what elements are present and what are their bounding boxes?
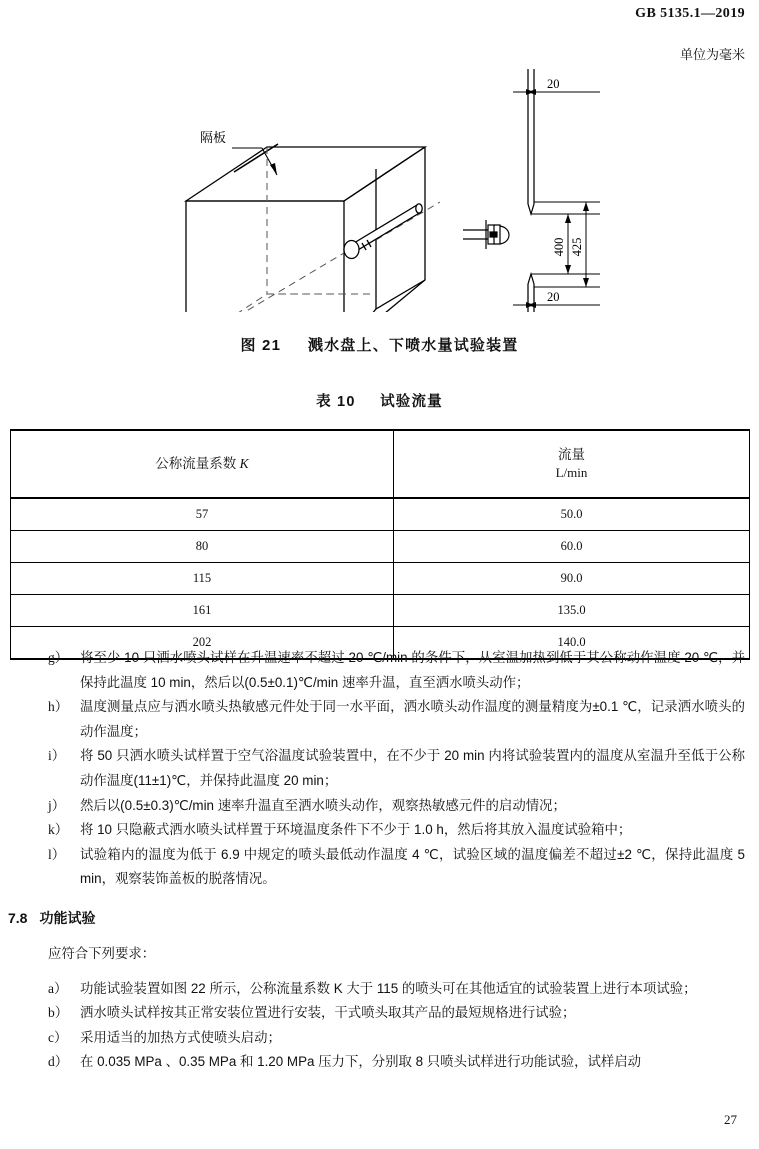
- table-test-flow: [10, 429, 750, 660]
- list-item-g: [0, 646, 745, 695]
- lower-dim-arrow-left: [526, 302, 534, 308]
- pipe-far-end: [416, 204, 422, 213]
- figure-caption-number: 图 21: [240, 337, 282, 354]
- figure-21-apparatus: [0, 62, 759, 312]
- cell-k: 202: [11, 627, 394, 660]
- list-marker-a: a）: [48, 980, 68, 996]
- cell-flow: 60.0: [394, 531, 750, 563]
- cell-k: 57: [11, 498, 394, 531]
- table-row: [11, 595, 750, 627]
- list-marker-c: c）: [48, 1029, 68, 1045]
- dim-425-label: 425: [570, 237, 584, 257]
- table-row: [11, 498, 750, 531]
- standard-number: GB 5135.1—2019: [635, 6, 745, 21]
- table-row: [11, 563, 750, 595]
- list-item-i: [0, 744, 745, 793]
- cell-flow: 135.0: [394, 595, 750, 627]
- pipe-end-cap: [344, 241, 359, 259]
- section-number: 7.8: [8, 909, 28, 926]
- figure-21-drawing: [0, 62, 759, 312]
- list-text-a: 功能试验装置如图 22 所示，公称流量系数 K 大于 115 的喷头可在其他适宜的试验装置上进行本项试验；: [80, 980, 697, 996]
- page-number: 27: [724, 1112, 737, 1127]
- hidden-diagonal-floor: [186, 253, 344, 312]
- table-header-row: [11, 430, 750, 498]
- list-text-d: 在 0.035 MPa 、0.35 MPa 和 1.20 MPa 压力下，分别取 8 只喷头试样进行功能试验，试样启动: [80, 1054, 642, 1070]
- sprinkler-core: [490, 232, 497, 237]
- cell-k: 161: [11, 595, 394, 627]
- list-marker-b: b）: [48, 1005, 69, 1021]
- list-item-b: [0, 1001, 745, 1026]
- table-caption-text: 试验流量: [380, 394, 443, 410]
- list-item-a: [0, 977, 745, 1002]
- dim425-arrow-bottom: [583, 278, 589, 287]
- baffle-label: 隔板: [199, 130, 226, 145]
- cell-flow: 90.0: [394, 563, 750, 595]
- list-item-l: [0, 843, 745, 892]
- cell-flow: 50.0: [394, 498, 750, 531]
- table-body: [11, 498, 750, 659]
- lower-plate-tip: [528, 274, 534, 284]
- header-nominal-k-text: 公称流量系数: [155, 456, 240, 472]
- list-marker-d: d）: [48, 1054, 69, 1070]
- list-item-c: [0, 1026, 745, 1051]
- header-flow-unit: L/min: [555, 465, 588, 481]
- list-marker-j: j）: [48, 797, 66, 813]
- section-intro: 应符合下列要求：: [48, 945, 156, 961]
- hidden-edge-bottom: [186, 294, 344, 312]
- upper-dim-arrow-left: [526, 89, 534, 95]
- box-top-face: [186, 147, 425, 201]
- baffle-leader-arrow: [270, 163, 277, 175]
- list-marker-g: g）: [48, 650, 69, 665]
- units-note: 单位为毫米: [679, 47, 745, 62]
- list-text-l: 试验箱内的温度为低于 6.9 中规定的喷头最低动作温度 4 ℃，试验区域的温度偏差不超过±2 ℃，保持此温度 5 min，观察装饰盖板的脱落情况。: [80, 846, 745, 887]
- header-nominal-k: [11, 430, 394, 498]
- cell-k: 115: [11, 563, 394, 595]
- table-caption-number: 表 10: [316, 394, 356, 410]
- list-marker-l: l）: [48, 846, 66, 862]
- section-title: 功能试验: [39, 909, 96, 926]
- dim400-arrow-bottom: [565, 265, 571, 274]
- list-item-k: [0, 818, 745, 843]
- table-row: [11, 531, 750, 563]
- list-text-h: 温度测量点应与洒水喷头热敏感元件处于同一水平面，洒水喷头动作温度的测量精度为±0.1 ℃，记录洒水喷头的动作温度；: [80, 699, 745, 739]
- dim400-arrow-top: [565, 214, 571, 223]
- list-text-b: 洒水喷头试样按其正常安装位置进行安装，干式喷头取其产品的最短规格进行试验；: [80, 1005, 576, 1021]
- list-text-c: 采用适当的加热方式使喷头启动；: [80, 1029, 281, 1045]
- list-item-h: [0, 695, 745, 744]
- dim-400-label: 400: [552, 237, 566, 257]
- header-flow: [394, 430, 750, 498]
- list-text-k: 将 10 只隐蔽式洒水喷头试样置于环境温度条件下不少于 1.0 h，然后将其放入温度试验箱中；: [80, 822, 632, 838]
- list-text-j: 然后以(0.5±0.3)℃/min 速率升温直至洒水喷头动作，观察热敏感元件的启动情况；: [80, 797, 566, 813]
- box-bottom-right-edge: [344, 280, 425, 312]
- upper-plate-thickness-label: 20: [547, 77, 560, 91]
- list-text-g: 将至少 10 只洒水喷头试样在升温速率不超过 20 ℃/min 的条件下，从室温加热到低于其公称动作温度 20 ℃，并保持此温度 10 min，然后以(0.5±0.1)℃/min 速率升温，直至洒水喷头动作；: [80, 650, 745, 690]
- cell-k: 80: [11, 531, 394, 563]
- cell-flow: 140.0: [394, 627, 750, 660]
- list-item-d: [0, 1050, 745, 1075]
- lower-plate-thickness-label: 20: [547, 290, 560, 304]
- list-marker-h: h）: [48, 699, 69, 715]
- list-item-j: [0, 794, 745, 819]
- section-heading-7-8: [0, 908, 759, 928]
- table-caption: [0, 390, 759, 411]
- sprinkler-deflector-dome: [500, 226, 509, 244]
- box-top-right-edge: [344, 147, 425, 201]
- dim425-arrow-top: [583, 202, 589, 211]
- list-marker-k: k）: [48, 822, 69, 838]
- header-flow-text: 流量: [558, 446, 585, 462]
- pipe-body: [349, 205, 421, 253]
- box-front-face: [186, 201, 344, 312]
- body-text: [0, 646, 759, 1075]
- figure-caption: [0, 334, 759, 355]
- hidden-pipe-axis: [376, 202, 440, 240]
- list-text-i: 将 50 只洒水喷头试样置于空气浴温度试验装置中，在不少于 20 min 内将试验装置内的温度从室温升至低于公称动作温度(11±1)℃，并保持此温度 20 min；: [80, 748, 745, 788]
- table-10-wrapper: [10, 429, 749, 660]
- upper-plate-tip: [528, 204, 534, 214]
- list-marker-i: i）: [48, 748, 66, 764]
- header-nominal-k-symbol: K: [239, 456, 249, 472]
- figure-caption-text: 溅水盘上、下喷水量试验装置: [307, 337, 519, 354]
